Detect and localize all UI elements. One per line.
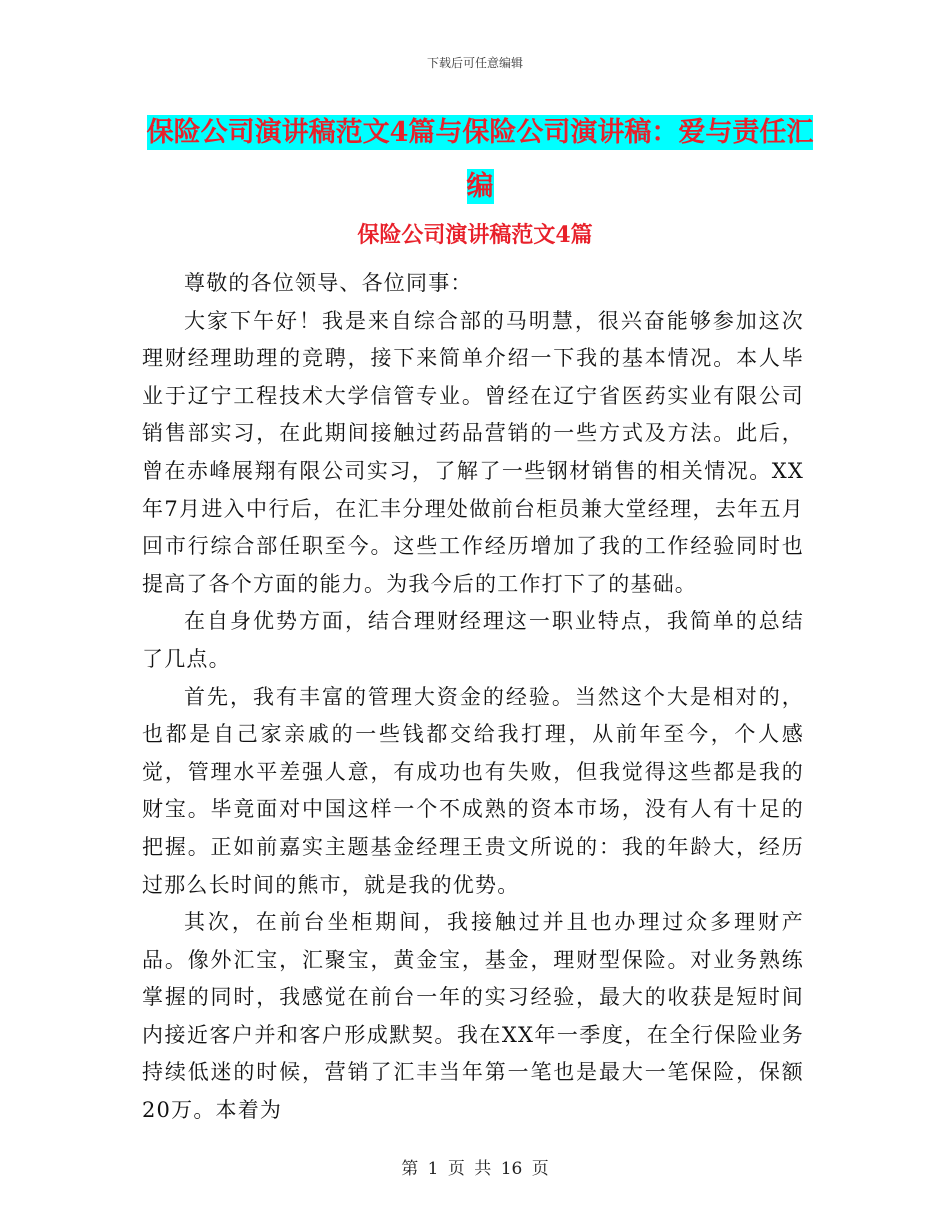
paragraph-strengths: 在自身优势方面，结合理财经理这一职业特点，我简单的总结了几点。 [142,609,804,671]
header-note: 下载后可任意编辑 [426,56,523,70]
paragraph-second: 其次，在前台坐柜期间，我接触过并且也办理过众多理财产品。像外汇宝，汇聚宝，黄金宝，基金，理财型保险。对业务熟练掌握的同时，我感觉在前台一年的实习经验，最大的收获是短时间内接近客户并和客户形成默契。我在XX年一季度，在全行保险业务持续低迷的时候，营销了汇丰当年第一笔也是最大一笔保险，保额20万。本着为 [142,910,804,1123]
paragraph-first: 首先，我有丰富的管理大资金的经验。当然这个大是相对的，也都是自己家亲戚的一些钱都交给我打理，从前年至今，个人感觉，管理水平差强人意，有成功也有失败，但我觉得这些都是我的财宝。毕竟面对中国这样一个不成熟的资本市场，没有人有十足的把握。正如前嘉实主题基金经理王贵文所说的：我的年龄大，经历过那么长时间的熊市，就是我的优势。 [142,684,804,897]
page-footer: 第 1 页 共 16 页 [401,1159,549,1179]
main-title-text: 保险公司演讲稿范文4篇与保险公司演讲稿：爱与责任汇编 [146,117,814,202]
section-title: 保险公司演讲稿范文4篇 [357,222,593,248]
paragraph-intro: 大家下午好！我是来自综合部的马明慧，很兴奋能够参加这次理财经理助理的竞聘，接下来简单介绍一下我的基本情况。本人毕业于辽宁工程技术大学信管专业。曾经在辽宁省医药实业有限公司销售部实习，在此期间接触过药品营销的一些方式及方法。此后，曾在赤峰展翔有限公司实习，了解了一些钢材销售的相关情况。XX年7月进入中行后，在汇丰分理处做前台柜员兼大堂经理，去年五月回市行综合部任职至今。这些工作经历增加了我的工作经验同时也提高了各个方面的能力。为我今后的工作打下了的基础。 [142,308,804,596]
paragraph-salutation: 尊敬的各位领导、各位同事： [184,271,473,295]
body-text [142,265,804,1130]
main-title [140,106,820,214]
